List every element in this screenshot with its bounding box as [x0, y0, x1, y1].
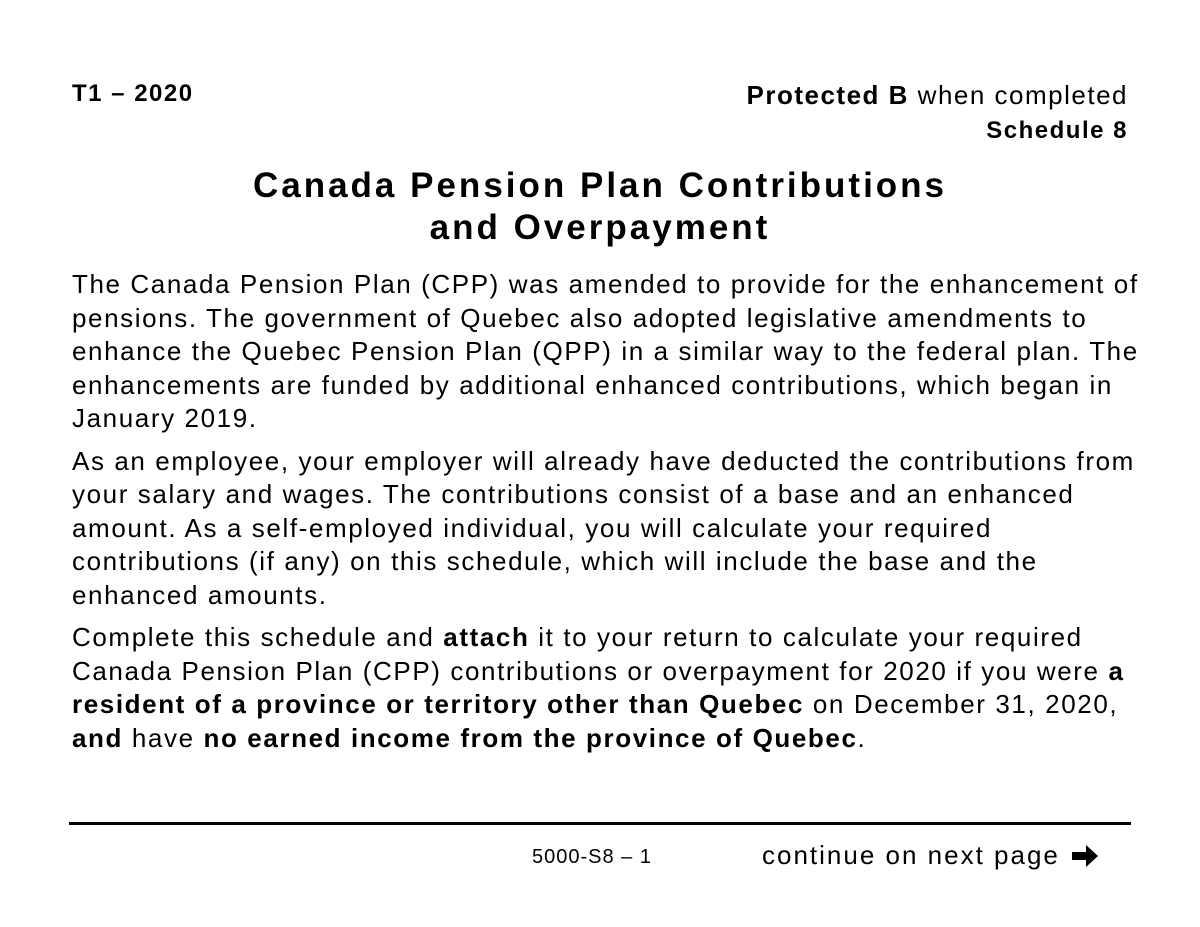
schedule-label: Schedule 8 — [986, 117, 1128, 144]
text-segment: . — [857, 722, 867, 753]
text-segment-bold: attach — [443, 622, 530, 652]
continue-label: continue on next page — [762, 840, 1060, 870]
text-segment: it to your return to calculate your required Canada Pension Plan (CPP) contributions or overpayment for 2020 if you were — [72, 622, 1109, 686]
title-line-1: Canada Pension Plan Contributions — [252, 166, 948, 205]
paragraph-employee-contributions: As an employee, your employer will already have deducted the contributions from your salary and wages. The contributions consist of a base and an enhanced amount. As a self-employed individual, you will calculate your required contributions (if any) on this schedule, which will include the base and the enhanced amounts. — [72, 445, 1135, 610]
form-code: 5000-S8 – 1 — [532, 846, 652, 868]
page-title — [0, 165, 1200, 249]
paragraph-instructions — [72, 621, 1147, 755]
text-segment: have — [123, 722, 204, 753]
text-segment: on December 31, 2020, — [804, 689, 1119, 719]
body-text — [72, 268, 1147, 764]
protected-level: Protected B — [746, 80, 909, 110]
text-segment: Complete this schedule and — [72, 622, 444, 652]
continue-next-page-link[interactable] — [762, 840, 1100, 871]
text-segment-bold: a resident of a province or territory other than Quebec — [72, 655, 1125, 719]
title-line-2: and Overpayment — [429, 208, 771, 247]
protected-notice — [747, 80, 1128, 111]
form-id: T1 – 2020 — [72, 80, 194, 107]
text-segment-bold: no earned income from the province of Quebec — [203, 722, 858, 753]
paragraph-cpp-enhancement: The Canada Pension Plan (CPP) was amended to provide for the enhancement of pensions. The government of Quebec also adopted legislative amendments to enhance the Quebec Pension Plan (QPP) in a similar way to the federal plan. The enhancements are funded by additional enhanced contributions, which began in January 2019. — [72, 269, 1139, 433]
text-segment-bold: and — [72, 722, 124, 753]
footer-divider — [69, 822, 1131, 825]
protected-suffix: when completed — [908, 80, 1128, 110]
arrow-right-icon — [1070, 842, 1100, 870]
